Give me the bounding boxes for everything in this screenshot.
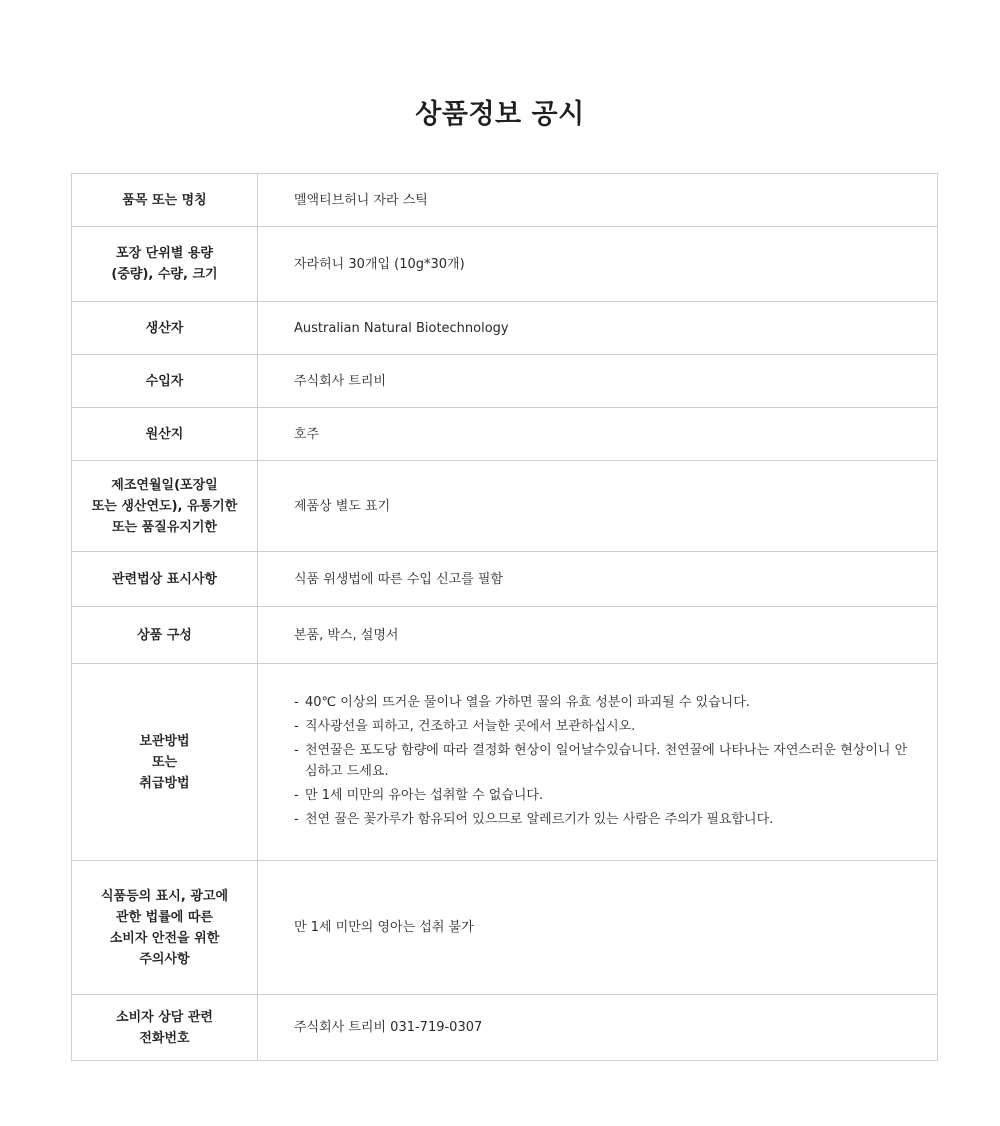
row-value: 본품, 박스, 설명서 — [258, 607, 938, 664]
row-label: 포장 단위별 용량 (중량), 수량, 크기 — [72, 227, 258, 302]
table-row — [72, 995, 938, 1061]
storage-instructions-list — [294, 692, 917, 830]
table-row — [72, 355, 938, 408]
row-label: 상품 구성 — [72, 607, 258, 664]
row-value: 호주 — [258, 408, 938, 461]
row-label: 식품등의 표시, 광고에 관한 법률에 따른 소비자 안전을 위한 주의사항 — [72, 861, 258, 995]
table-row — [72, 302, 938, 355]
list-item: - 만 1세 미만의 유아는 섭취할 수 없습니다. — [294, 785, 917, 806]
row-label: 소비자 상담 관련 전화번호 — [72, 995, 258, 1061]
list-item: - 천연 꿀은 꽃가루가 함유되어 있으므로 알레르기가 있는 사람은 주의가 필요합니다. — [294, 809, 917, 830]
row-value: 만 1세 미만의 영아는 섭취 불가 — [258, 861, 938, 995]
list-item: - 40℃ 이상의 뜨거운 물이나 열을 가하면 꿀의 유효 성분이 파괴될 수 있습니다. — [294, 692, 917, 713]
product-info-table — [71, 173, 938, 1061]
list-item: - 천연꿀은 포도당 함량에 따라 결정화 현상이 일어날수있습니다. 천연꿀에 나타나는 자연스러운 현상이니 안심하고 드세요. — [294, 740, 917, 782]
row-label: 생산자 — [72, 302, 258, 355]
table-row — [72, 607, 938, 664]
row-label: 수입자 — [72, 355, 258, 408]
row-value: 자라허니 30개입 (10g*30개) — [258, 227, 938, 302]
table-row — [72, 552, 938, 607]
table-row — [72, 861, 938, 995]
row-label: 제조연월일(포장일 또는 생산연도), 유통기한 또는 품질유지기한 — [72, 461, 258, 552]
row-value: 주식회사 트리비 031-719-0307 — [258, 995, 938, 1061]
row-label: 관련법상 표시사항 — [72, 552, 258, 607]
table-row — [72, 664, 938, 861]
page-title: 상품정보 공시 — [415, 99, 585, 130]
table-row — [72, 408, 938, 461]
row-label: 품목 또는 명칭 — [72, 174, 258, 227]
row-label: 원산지 — [72, 408, 258, 461]
table-row — [72, 174, 938, 227]
row-value: 제품상 별도 표기 — [258, 461, 938, 552]
row-label: 보관방법 또는 취급방법 — [72, 664, 258, 861]
row-value: 주식회사 트리비 — [258, 355, 938, 408]
list-item: - 직사광선을 피하고, 건조하고 서늘한 곳에서 보관하십시오. — [294, 716, 917, 737]
table-row — [72, 227, 938, 302]
row-value: 멜액티브허니 자라 스틱 — [258, 174, 938, 227]
table-row — [72, 461, 938, 552]
row-value: Australian Natural Biotechnology — [258, 302, 938, 355]
row-value: 식품 위생법에 따른 수입 신고를 필함 — [258, 552, 938, 607]
row-value-list — [258, 664, 938, 861]
